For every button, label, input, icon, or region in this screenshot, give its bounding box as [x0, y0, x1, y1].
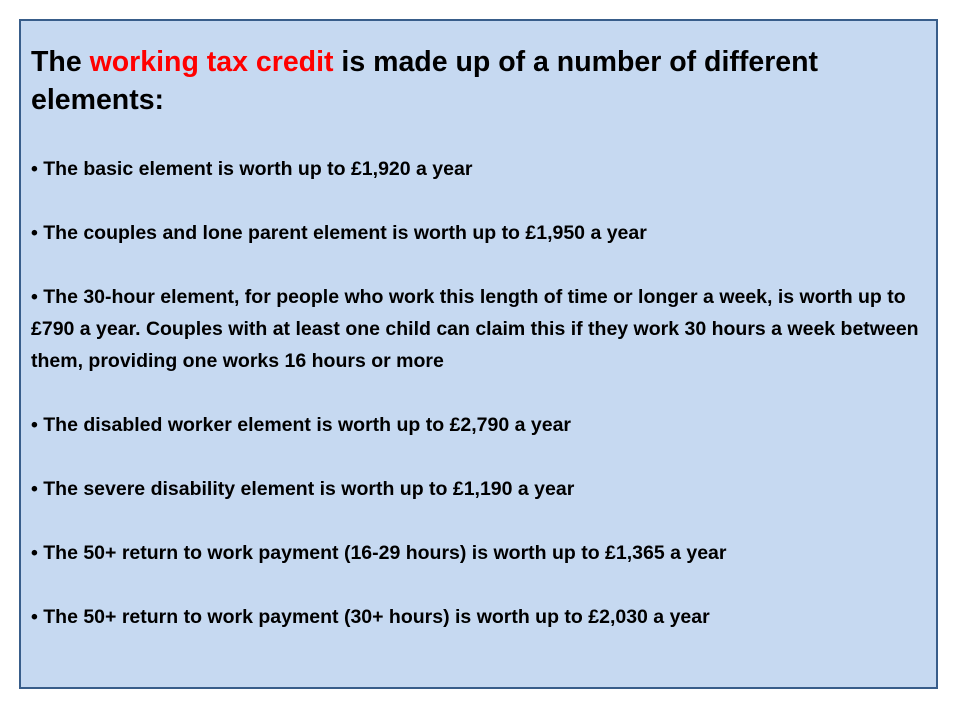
heading-before: The: [31, 46, 90, 78]
bullet-dot-icon: •: [31, 478, 38, 500]
bullet-disabled-worker: [31, 409, 928, 441]
bullet-dot-icon: •: [31, 414, 38, 436]
bullet-text: The couples and lone parent element is worth up to £1,950 a year: [43, 222, 647, 244]
heading-after: is made up of a number of different elements:: [31, 46, 819, 116]
bullet-dot-icon: •: [31, 542, 38, 564]
content-text-box: [19, 19, 938, 689]
bullet-50-plus-30: [31, 601, 928, 633]
bullet-text: The severe disability element is worth up to £1,190 a year: [43, 478, 575, 500]
heading-highlight: working tax credit: [89, 46, 334, 78]
heading: [31, 43, 928, 119]
bullet-dot-icon: •: [31, 222, 38, 244]
bullet-text: The 30-hour element, for people who work this length of time or longer a week, is worth up to £790 a year. Couples with at least one child can claim this if they work 30 hours a week between them, providing one works 16 hours or more: [31, 286, 919, 372]
bullet-basic-element: [31, 153, 928, 185]
bullet-text: The 50+ return to work payment (16-29 hours) is worth up to £1,365 a year: [43, 542, 727, 564]
bullet-30-hour-element: [31, 281, 928, 377]
bullet-text: The disabled worker element is worth up to £2,790 a year: [43, 414, 572, 436]
bullet-50-plus-16-29: [31, 537, 928, 569]
bullet-couples-lone-parent: [31, 217, 928, 249]
bullet-dot-icon: •: [31, 606, 38, 628]
bullet-severe-disability: [31, 473, 928, 505]
bullet-text: The basic element is worth up to £1,920 a year: [43, 158, 473, 180]
bullet-dot-icon: •: [31, 286, 38, 308]
bullet-text: The 50+ return to work payment (30+ hours) is worth up to £2,030 a year: [43, 606, 710, 628]
bullet-dot-icon: •: [31, 158, 38, 180]
